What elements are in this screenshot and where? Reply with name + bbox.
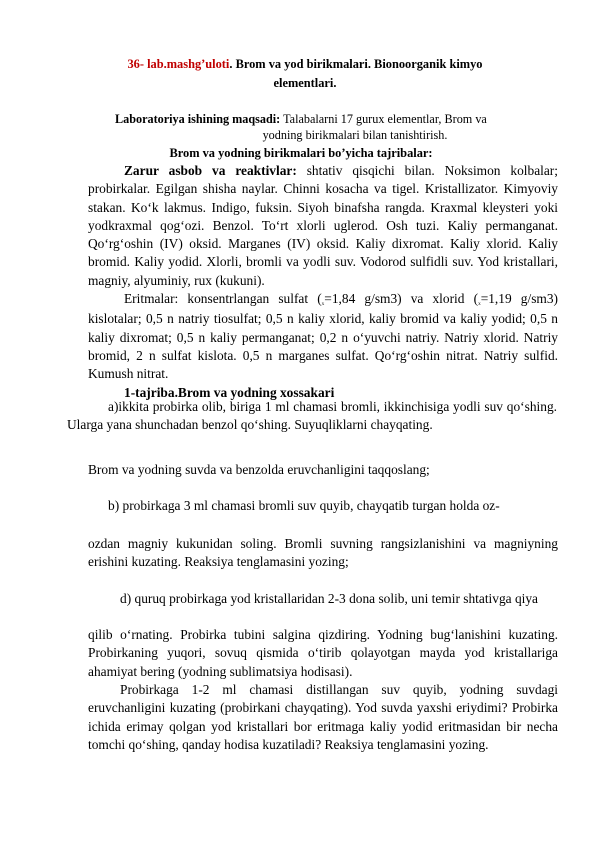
equipment-text: shtativ qisqichi bilan. Noksimon kolbalar; probirkalar. Egilgan shisha naylar. Chinni kosacha va tigel. Kristallizator. Kimyoviy stakan. Ko‘k lakmus. Indigo, fuksin. Siyoh binafsha rangda. Kraxmal kleysteri yoki yodkraxmal qog‘ozi. Benzol. To‘rt xlorli uglerod. Osh tuzi. Kaliy permanganat. Qo‘rg‘oshin (IV) oksid. Marganes (IV) oksid. Kaliy dixromat. Kaliy xlorid. Kaliy bromid. Kaliy yodid. Xlorli, bromli va yodli suv. Vodorod sulfidli suv. Yod kristallari, magniy, alyuminiy, rux (kukuni). (88, 163, 558, 288)
lab-title (70, 55, 540, 93)
step-b-cont: ozdan magniy kukunidan soling. Bromli suvning rangsizlanishini va magniyning erishini kuzating. Reaksiya tenglamasini yozing; (88, 536, 558, 570)
aim-paragraph (115, 111, 545, 143)
step-a: a)ikkita probirka olib, biriga 1 ml chamasi bromli, ikkinchisiga yodli suv qo‘shing. Ularga yana shunchadan benzol qo‘shing. Suyuqliklarni chayqating. (67, 399, 557, 433)
aim-text: Talabalarni 17 gurux elementlar, Brom va (280, 112, 487, 126)
lab-title-text: . Brom va yod birikmalari. Bionoorganik kimyo (229, 57, 483, 71)
step-b: b) probirkaga 3 ml chamasi bromli suv quyib, chayqatib turgan holda oz- (108, 498, 500, 513)
step-d: d) quruq probirkaga yod kristallaridan 2-3 dona solib, uni temir shtativga qiya (120, 591, 538, 606)
lab-number: 36- lab.mashg’uloti (127, 57, 230, 71)
solutions-text-2: =1,84 g/sm3) va xlorid ( (324, 291, 479, 307)
solutions-text-3: =1,19 g/sm3) kislotalar; 0,5 n natriy tiosulfat; 0,5 n kaliy xlorid, kaliy bromid va kaliy yodid; 0,5 n kaliy dixromat; 0,5 n kaliy permanganat; 0,2 n o‘yuvchi natriy. Natriy xlorid. Natriy bromid, 2 n sulfat kislota. 0,5 n marganes sulfat. Qo‘rg‘oshin nitrat. Natriy sulfid. Kumush nitrat. (88, 291, 558, 382)
intro-body (88, 162, 558, 402)
section-title: Brom va yodning birikmalari bo’yicha tajribalar: (169, 146, 433, 160)
solutions-text-1: Eritmalar: konsentrlangan sulfat ( (124, 291, 322, 307)
equipment-label: Zarur asbob va reaktivlar: (124, 163, 297, 178)
equipment-paragraph (88, 162, 558, 290)
density-symbol: ₓ (321, 296, 325, 307)
final-paragraph: Probirkaga 1-2 ml chamasi distillangan suv quyib, yodning suvdagi eruvchanligini kuzating (probirkani chayqating). Yod suvda yaxshi eriydimi? Probirka ichida erimay qolgan yod kristallari bor eritmaga kaliy yodid eritmasidan bir necha tomchi qo‘shing, qanday hodisa kuzatiladi? Reaksiya tenglamasini yozing. (88, 682, 558, 752)
lab-title-line2: elementlari. (273, 76, 337, 90)
step-a-note: Brom va yodning suvda va benzolda eruvchanligini taqqoslang; (88, 462, 430, 477)
experiment-title: 1-tajriba.Brom va yodning xossakari (124, 384, 335, 400)
density-symbol-2: ₓ (478, 296, 481, 307)
aim-text-cont: yodning birikmalari bilan tanishtirish. (262, 128, 448, 142)
solutions-paragraph (88, 290, 558, 383)
step-d-cont: qilib o‘rnating. Probirka tubini salgina qizdiring. Yodning bug‘lanishini kuzating. Probirkaning yuqori, sovuq qismida o‘tirib qolayotgan mayda yod kristallariga ahamiyat bering (yodning sublimatsiya hodisasi). (88, 627, 558, 679)
aim-label: Laboratoriya ishining maqsadi: (115, 112, 281, 126)
